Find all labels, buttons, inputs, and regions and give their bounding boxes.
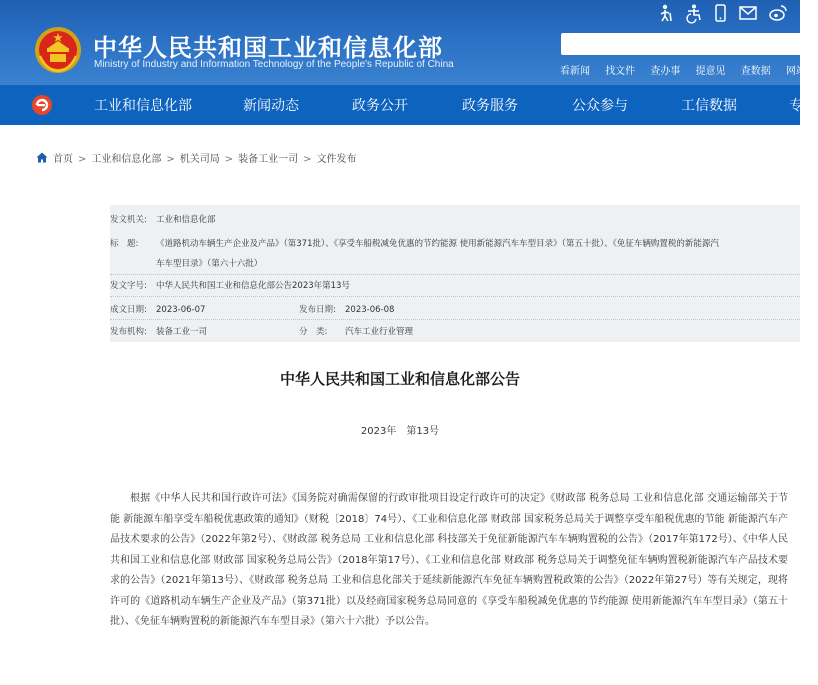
national-emblem-icon[interactable] (34, 26, 82, 74)
info-row-title-cont (156, 257, 262, 269)
org-label: 发布机构: (110, 327, 147, 337)
published-value: 2023-06-08 (345, 305, 395, 315)
breadcrumb-miit[interactable]: 工业和信息化部 (91, 154, 162, 165)
divider (110, 319, 800, 320)
quick-link-services[interactable]: 查办事 (650, 66, 681, 77)
home-icon (36, 152, 48, 163)
accessibility-toolbar (648, 2, 800, 24)
org-value: 装备工业一司 (156, 327, 208, 337)
article-title: 中华人民共和国工业和信息化部公告 (279, 370, 520, 388)
mail-icon[interactable] (738, 4, 758, 22)
issuer-label: 发文机关: (110, 215, 147, 225)
title-value-line2: 车车型目录》（第六十六批） (156, 259, 263, 269)
quick-link-news[interactable]: 看新闻 (560, 66, 590, 77)
accessibility-icon[interactable] (684, 4, 704, 22)
breadcrumb: 首页 > 工业和信息化部 > 机关司局 > 装备工业一司 > 文件发布 (36, 150, 357, 165)
docno-value: 中华人民共和国工业和信息化部公告2023年第13号 (156, 281, 350, 291)
divider (110, 274, 800, 275)
main-nav (0, 85, 803, 125)
info-row-org (110, 325, 207, 337)
quick-link-site[interactable]: 网站 (785, 66, 806, 77)
quick-link-files[interactable]: 找文件 (605, 66, 636, 77)
nav-item-miit[interactable]: 工业和信息化部 (94, 98, 192, 114)
nav-item-services[interactable]: 政务服务 (462, 98, 518, 114)
nav-item-more[interactable]: 专 (789, 98, 803, 114)
nav-item-data[interactable]: 工信数据 (681, 98, 737, 114)
nav-item-news[interactable]: 新闻动态 (243, 98, 299, 114)
article-number: 2023年 第13号 (360, 426, 440, 437)
document-info-panel (110, 205, 800, 342)
elderly-mode-icon[interactable] (656, 4, 676, 22)
article-body: 根据《中华人民共和国行政许可法》《国务院对确需保留的行政审批项目设定行政许可的决定》《财政部 税务总局 工业和信息化部 交通运输部关于节能 新能源车船享受车船税优惠政策的通知》（财税〔2018〕74号）、《工业和信息化部 财政部 国家税务总局关于调整享受车船税优惠的节能 新能源汽车产品技术要求的公告》（2022年第2号）、《财政部 税务总局 工业和信息化部 科技部关于免征新能源汽车车辆购置税的公告》（2017年第172号）、《中华人民共和国工业和信息化部 财政部 国家税务总局公告》（2018年第17号）、《工业和信息化部 财政部 税务总局关于调整免征车辆购置税新能源汽车产品技术要求的公告》（2021年第13号）、《财政部 税务总局 工业和信息化部关于延续新能源汽车免征车辆购置税政策的公告》（2022年第27号）等有关规定，现将许可的《道路机动车辆生产企业及产品》（第371批）以及经商国家税务总局同意的《享受车船税减免优惠的节约能源 使用新能源汽车车型目录》（第五十批）、《免征车辆购置税的新能源汽车车型目录》（第六十六批）予以公告。 (110, 493, 788, 627)
quick-link-feedback[interactable]: 提意见 (695, 66, 726, 77)
published-label: 发布日期: (299, 305, 336, 315)
info-row-title (110, 237, 719, 249)
docno-label: 发文字号: (110, 281, 147, 291)
weibo-icon[interactable] (768, 4, 788, 22)
breadcrumb-equipment-dept[interactable]: 装备工业一司 (238, 154, 299, 165)
nav-item-gov-affairs[interactable]: 政务公开 (352, 98, 408, 114)
divider (110, 296, 800, 297)
info-row-issuer (110, 213, 216, 225)
site-title[interactable]: 中华人民共和国工业和信息化部 (93, 34, 443, 62)
info-row-published (299, 303, 394, 315)
created-value: 2023-06-07 (156, 305, 206, 315)
title-label: 标 题: (110, 239, 139, 249)
quick-link-data[interactable]: 查数据 (740, 66, 771, 77)
info-row-docno (110, 279, 350, 291)
breadcrumb-departments[interactable]: 机关司局 (179, 154, 220, 165)
search-input[interactable] (561, 33, 800, 55)
created-label: 成文日期: (110, 305, 147, 315)
breadcrumb-documents[interactable]: 文件发布 (316, 154, 357, 165)
quick-links (560, 62, 818, 77)
site-header (0, 0, 806, 85)
nav-item-participation[interactable]: 公众参与 (572, 98, 628, 114)
site-subtitle: Ministry of Industry and Information Technology of the People's Republic of China (94, 59, 454, 70)
gov-logo-icon[interactable] (30, 93, 54, 117)
title-value-line1: 《道路机动车辆生产企业及产品》（第371批）、《享受车船税减免优惠的节约能源 使用新能源汽车车型目录》（第五十批）、《免征车辆购置税的新能源汽 (156, 239, 719, 249)
mobile-icon[interactable] (710, 4, 730, 22)
category-label: 分 类: (299, 327, 328, 337)
info-row-category (299, 325, 413, 337)
breadcrumb-home[interactable]: 首页 (53, 154, 73, 165)
issuer-value: 工业和信息化部 (156, 215, 216, 225)
info-row-dates (110, 303, 205, 315)
category-value: 汽车工业行业管理 (345, 327, 414, 337)
